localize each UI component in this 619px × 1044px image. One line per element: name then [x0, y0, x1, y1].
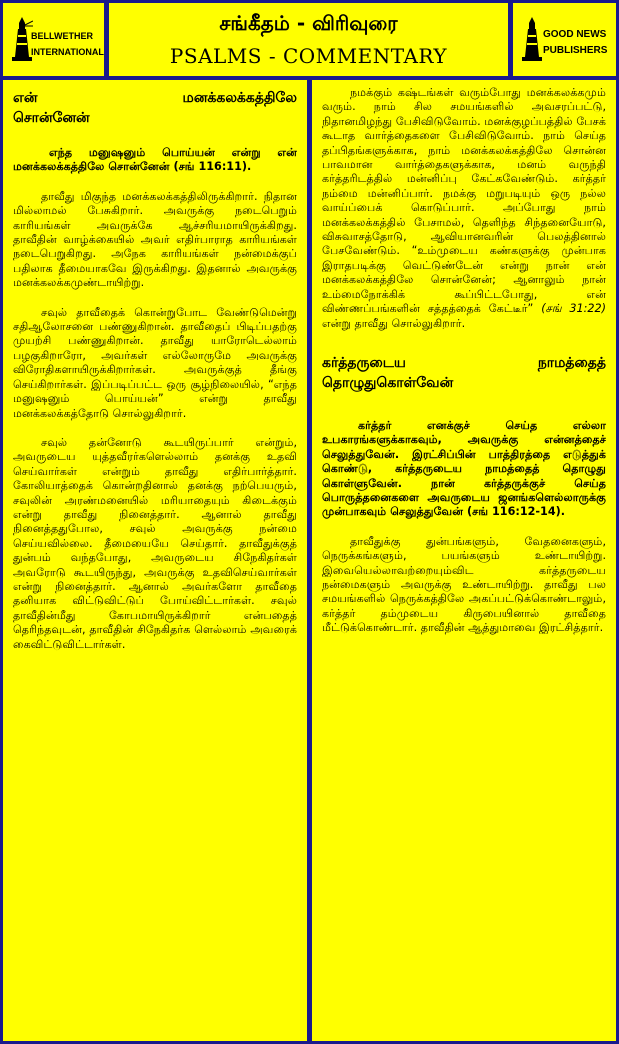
section-heading	[322, 353, 606, 393]
lighthouse-icon	[521, 15, 543, 65]
paragraph: சவுல் தாவீதைக் கொன்றுபோட வேண்டுமென்று சதிஆலோசனை பண்ணுகிறான். தாவீதைப் பிடிப்பதற்கு முயற்சி பண்ணுகிறான். தாவீது யாரோடெல்லாம் பழகுகிறாரோ, அவர்கள் எல்லோருமே அவருக்கு விரோதிகளாயிருக்கிறார்கள். அவருக்குத் தீங்கு செய்கிறார்கள். இப்படிப்பட்ட ஒரு சூழ்நிலையில், “எந்த மனுஷனும் பொய்யன்” என்று தாவீது மனக்கலக்கத்தோடு சொல்லுகிறார்.	[13, 305, 297, 420]
title-tamil: சங்கீதம் - விரிவுரை	[219, 11, 398, 35]
paragraph	[322, 86, 606, 331]
paragraph-text: என்று தாவீது சொல்லுகிறார்.	[322, 316, 466, 330]
section-heading	[13, 88, 297, 128]
right-column	[312, 80, 616, 1041]
logo-line1: GOOD NEWS	[543, 29, 607, 40]
paragraph: தாவீது மிகுந்த மனக்கலக்கத்திலிருக்கிறார். நிதான மில்லாமல் பேசுகிறார். அவருக்கு நடைபெறும் காரியங்கள் அவருக்கே ஆச்சரியமாயிருக்கிறது. தாவீதின் வாழ்க்கையில் அவர் எதிர்பாராத காரியங்கள் நடைபெறுகிறது. அநேக காரியங்கள் நன்மைக்குப் பதிலாக தீமையாகவே இருக்கிறது. இதனால் அவருக்கு மனக்கலக்கமுண்டாயிற்று.	[13, 189, 297, 290]
logo-line2: PUBLISHERS	[543, 45, 608, 56]
logo-line1: BELLWETHER	[31, 31, 93, 41]
lighthouse-icon	[11, 15, 33, 65]
heading-line1: என் மனக்கலக்கத்திலே	[13, 90, 297, 106]
scripture-reference: (சங் 31:22)	[541, 302, 606, 316]
header-title-box	[109, 3, 508, 76]
title-english: PSALMS - COMMENTARY	[169, 44, 448, 68]
heading-line2: தொழுதுகொள்வேன்	[322, 374, 454, 391]
left-column	[3, 80, 307, 1041]
paragraph: தாவீதுக்கு துன்பங்களும், வேதனைகளும், நெருக்கங்களும், பயங்களும் உண்டாயிற்று. இவையெல்லாவற்றையும்விட கர்த்தருடைய நன்மைகளும் அவருக்கு உண்டாயிற்று. தாவீது பல சமயங்களில் நெருக்கத்திலே அகப்பட்டுக்கொண்டாலும், கர்த்தர் தம்முடைய கிருபையினால் தாவீதை மீட்டுக்கொண்டார். தாவீதின் ஆத்துமாவை இரட்சித்தார்.	[322, 534, 606, 635]
paragraph-text: நமக்கும் கஷ்டங்கள் வரும்போது மனக்கலக்கமும் வரும். நாம் சில சமயங்களில் அவசரப்பட்டு, நிதானமிழந்து பேசிவிடுவோம். மனக்குழப்பத்தில் பேசக் கூடாத வார்த்தைகளை பேசிவிடுவோம். நாம் செய்த தப்பிதங்களுக்காக, நாம் மனக்கலக்கத்திலே சொன்ன பாவமான வார்த்தைகளுக்காக, மனம் வருந்தி கர்த்தரிடத்தில் மன்னிப்பு கேட்கவேண்டும். கர்த்தர் நம்மை மன்னிப்பார். நமக்கு மறுபடியும் ஒரு நல்ல வாய்ப்பைக் கொடுப்பார். அப்போது நாம் மனக்கலக்கத்தில் பேசாமல், தெளிந்த சிந்தனையோடு, விசுவாசத்தோடு, ஆவியானவரின் பெலத்தினால் பேசவேண்டும். “உம்முடைய கண்களுக்கு முன்பாக இராதபடிக்கு வெட்டுண்டேன் என்று நான் என் மனக்கலக்கத்திலே சொன்னேன்; ஆனாலும் நான் உம்மைநோக்கிக் கூப்பிட்டபோது, என் விண்ணப்பங்களின் சத்தத்தைக் கேட்டீர்”	[322, 86, 606, 316]
good-news-logo	[513, 3, 616, 76]
logo-line2: INTERNATIONAL	[31, 47, 104, 57]
verse-quote: கர்த்தர் எனக்குச் செய்த எல்லா உபகாரங்களுக்காகவும், அவருக்கு என்னத்தைச் செலுத்துவேன். இரட்சிப்பின் பாத்திரத்தை எடுத்துக் கொண்டு, கர்த்தருடைய நாமத்தைத் தொழுது கொள்ளுவேன். நான் கர்த்தருக்குச் செய்த பொருத்தனைகளை அவருடைய ஜனங்களெல்லாருக்கு முன்பாகவும் செலுத்துவேன் (சங் 116:12-14).	[322, 418, 606, 519]
verse-quote: எந்த மனுஷனும் பொய்யன் என்று என் மனக்கலக்கத்திலே சொன்னேன் (சங் 116:11).	[13, 146, 297, 174]
heading-line2: சொன்னேன்	[13, 110, 90, 126]
heading-line1: கர்த்தருடைய நாமத்தைத்	[322, 354, 606, 371]
bellwether-logo	[3, 3, 104, 76]
paragraph: சவுல் தன்னோடு கூடயிருப்பார் என்றும், அவருடைய யுத்தவீரர்களெல்லாம் தனக்கு உதவி செய்வார்கள் என்றும் தாவீது எதிர்பார்த்தார். கோலியாத்தைக் கொன்றதினால் தனக்கு நற்பெயரும், சவுலின் அரண்மனையில் மரியாதையும் கிடைக்கும் என்று தாவீது நினைத்தார். ஆனால் தாவீது நினைத்ததுபோல, சவுல் அவருக்கு நன்மை செய்யவில்லை. தீமையையே செய்தார். தாவீதுக்குத் துன்பம் வந்தபோது, அவருடைய சிநேகிதர்கள் அவரோடு கூடயிருந்து, அவருக்கு உதவிசெய்வார்கள் என்று நினைத்தார். ஆனால் அவர்களோ தாவீதை தனியாக விட்டுவிட்டுப் போய்விட்டார்கள். சவுல் தாவீதின்மீது கோபமாயிருக்கிறார் என்பதைத் தெரிந்தவுடன், தாவீதின் சிநேகிதர்க ளெல்லாம் அவரைக் கைவிட்டுவிட்டார்கள்.	[13, 435, 297, 651]
